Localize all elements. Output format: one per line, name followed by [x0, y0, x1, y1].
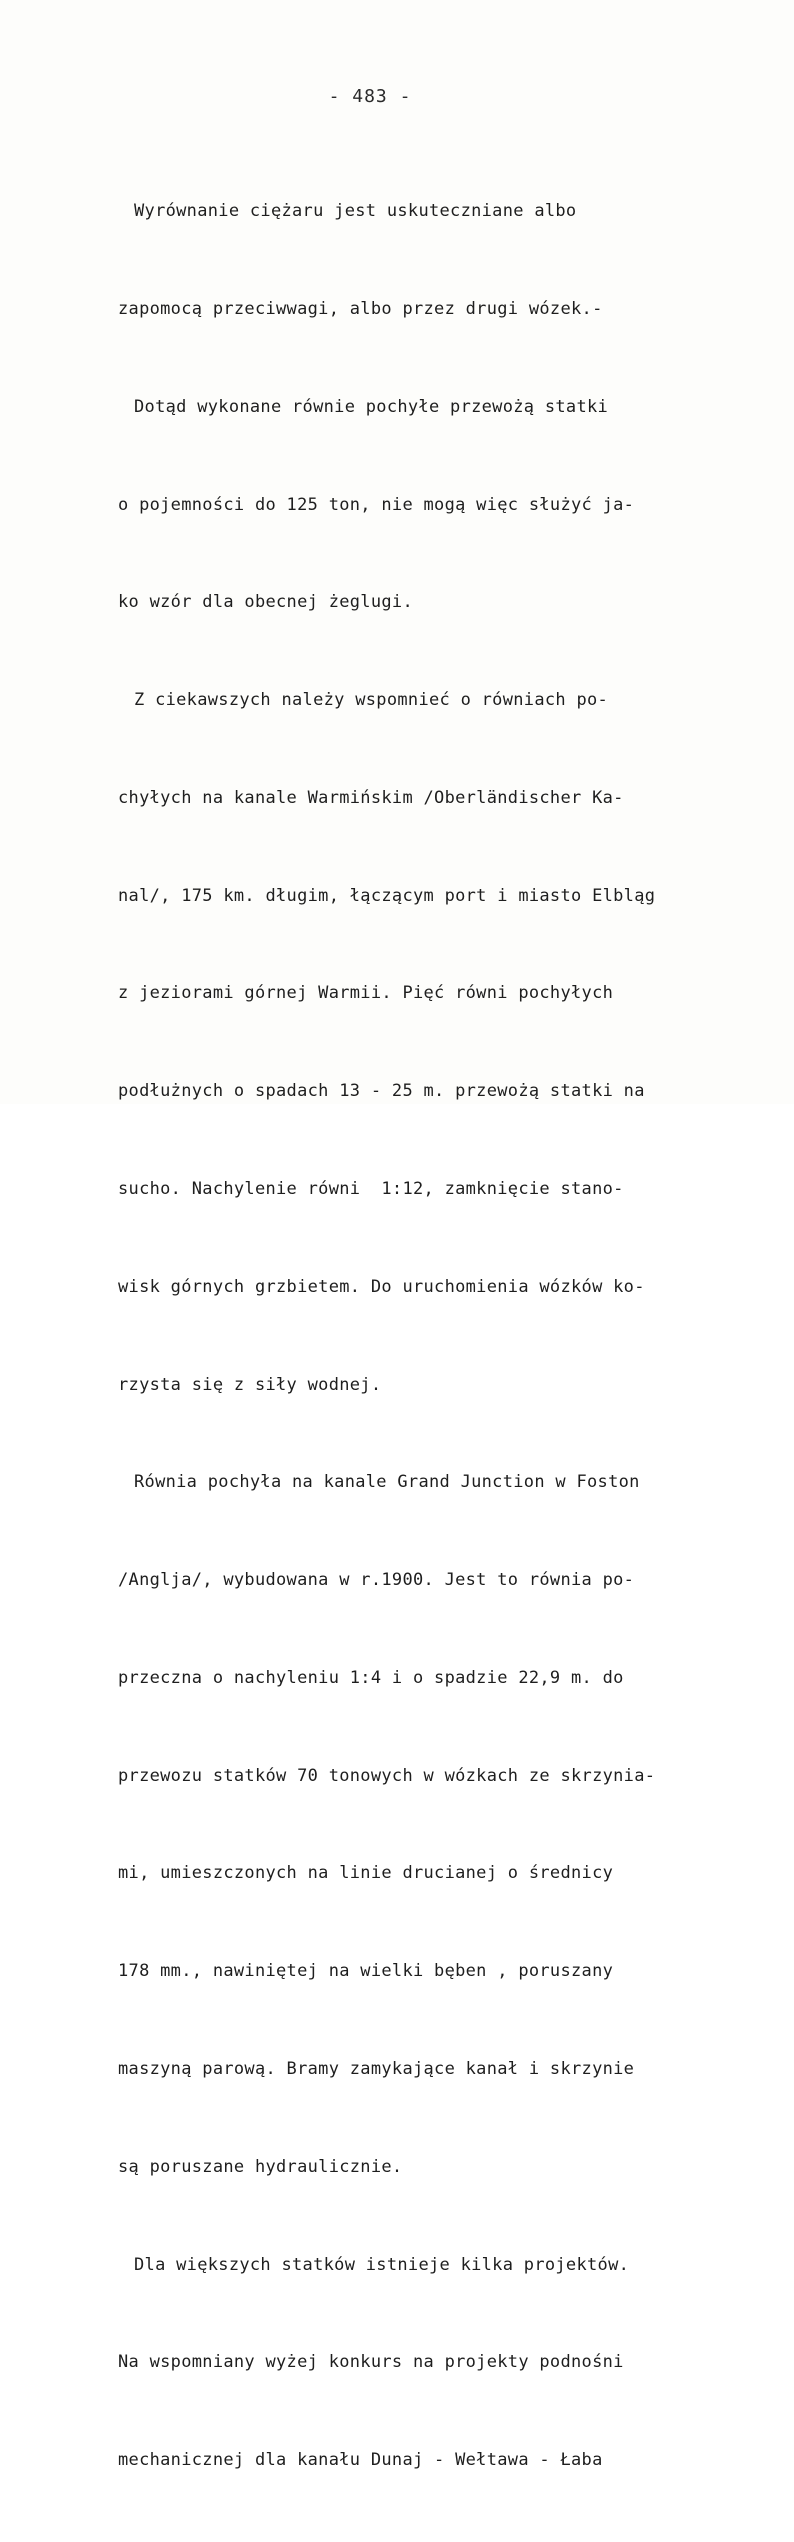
text-line: o pojemności do 125 ton, nie mogą więc służyć ja- — [118, 494, 635, 515]
text-line: Równia pochyła na kanale Grand Junction w Foston — [134, 1472, 640, 1493]
text-line: sucho. Nachylenie równi 1:12, zamknięcie stano- — [118, 1179, 624, 1199]
body-text — [118, 130, 718, 2542]
text-line: zapomocą przeciwwagi, albo przez drugi wózek.- — [118, 298, 603, 319]
text-line: nal/, 175 km. długim, łączącym port i miasto Elbląg — [118, 885, 656, 906]
text-line: rzysta się z siły wodnej. — [118, 1374, 382, 1395]
text-line: podłużnych o spadach 13 - 25 m. przewożą statki na — [118, 1081, 645, 1102]
text-line: są poruszane hydraulicznie. — [118, 2156, 403, 2177]
text-line: wisk górnych grzbietem. Do uruchomienia wózków ko- — [118, 1276, 645, 1297]
text-line: Wyrównanie ciężaru jest uskuteczniane albo — [134, 201, 577, 222]
text-line: chyłych na kanale Warmińskim /Oberländischer Ka- — [118, 787, 624, 808]
text-line: z jeziorami górnej Warmii. Pięć równi pochyłych — [118, 983, 614, 1004]
text-line: mechanicznej dla kanału Dunaj - Wełtawa - Łaba — [118, 2450, 603, 2471]
text-line: Dotąd wykonane równie pochyłe przewożą statki — [134, 396, 609, 417]
text-line: maszyną parową. Bramy zamykające kanał i skrzynie — [118, 2059, 635, 2080]
text-line: przewozu statków 70 tonowych w wózkach ze skrzynia- — [118, 1765, 656, 1786]
text-line: Dla większych statków istnieje kilka projektów. — [134, 2254, 630, 2275]
text-line: przeczna o nachyleniu 1:4 i o spadzie 22,9 m. do — [118, 1667, 624, 1688]
text-line: /Anglja/, wybudowana w r.1900. Jest to równia po- — [118, 1570, 635, 1591]
text-line: mi, umieszczonych na linie drucianej o średnicy — [118, 1863, 614, 1884]
page-number: - 483 - — [328, 86, 412, 107]
text-line: ko wzór dla obecnej żeglugi. — [118, 592, 413, 613]
text-line: 178 mm., nawiniętej na wielki bęben , poruszany — [118, 1961, 614, 1982]
text-line: Na wspomniany wyżej konkurs na projekty podnośni — [118, 2352, 624, 2373]
text-line: Z ciekawszych należy wspomnieć o równiach po- — [134, 690, 609, 711]
